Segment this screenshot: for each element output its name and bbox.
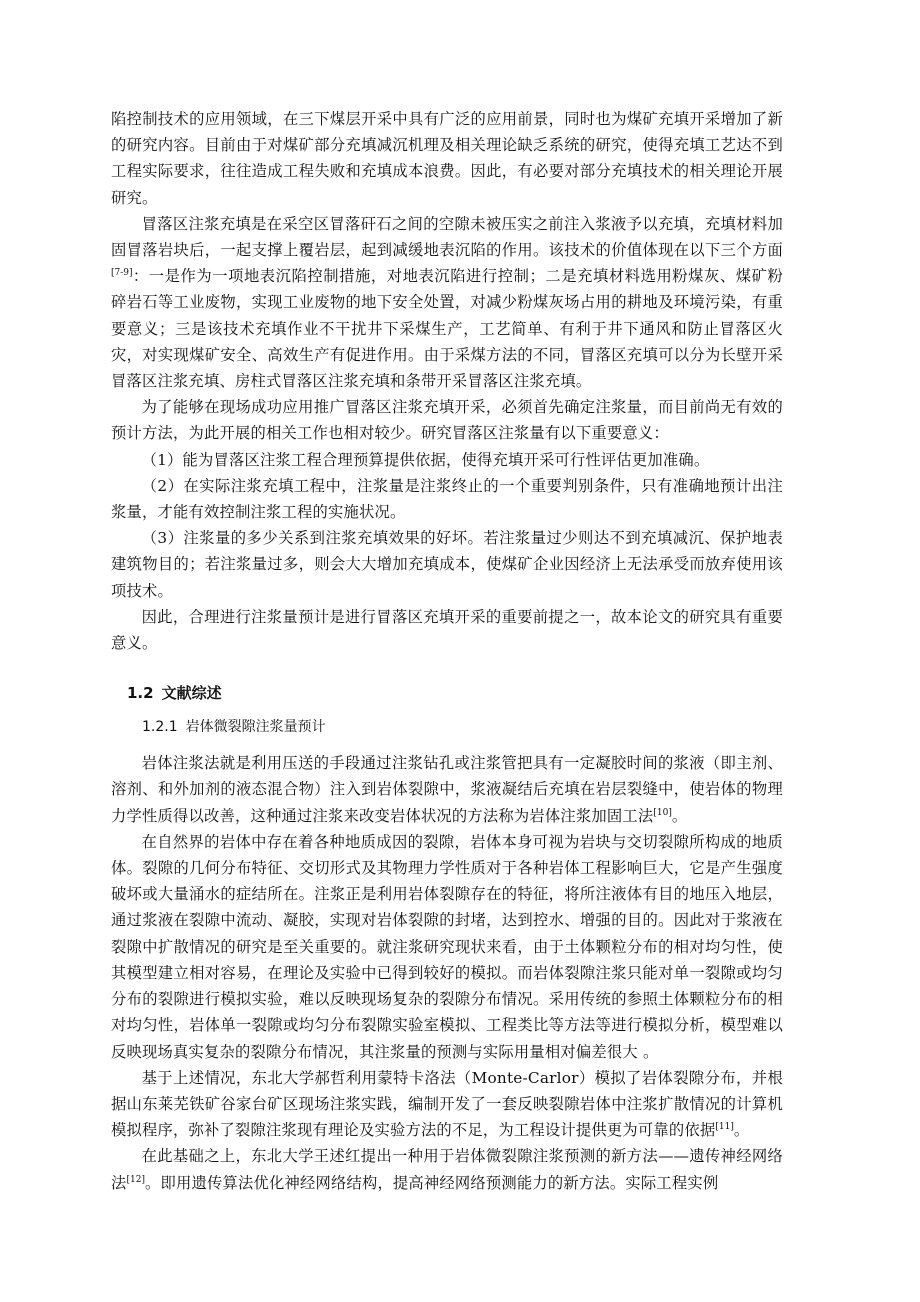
paragraph-text: 在此基础之上，东北大学王述红提出一种用于岩体微裂隙注浆预测的新方法——遗传神经网络法 (111, 1147, 783, 1192)
subsection-title: 岩体微裂隙注浆量预计 (185, 719, 326, 736)
paragraph-grouting-volume: 为了能够在现场成功应用推广冒落区注浆充填开采，必须首先确定注浆量，而目前尚无有效的预计方法，为此开展的相关工作也相对较少。研究冒落区注浆量有以下重要意义： (111, 398, 783, 443)
document-page (111, 106, 783, 1196)
list-item-2: （2）在实际注浆充填工程中，注浆量是注浆终止的一个重要判别条件，只有准确地预计出注浆量，才能有效控制注浆工程的实施状况。 (111, 476, 783, 522)
paragraph-monte-carlo (111, 1065, 783, 1144)
paragraph-text: 。 (733, 1121, 750, 1140)
paragraph-text: 冒落区注浆充填是在采空区冒落矸石之间的空隙未被压实之前注入浆液予以充填，充填材料加固冒落岩块后，一起支撑上覆岩层，起到减缓地表沉陷的作用。该技术的价值体现在以下三个方面 (111, 214, 783, 260)
subsection-heading (111, 714, 783, 740)
citation: [10] (653, 807, 672, 818)
paragraph-text: 岩体注浆法就是利用压送的手段通过注浆钻孔或注浆管把具有一定凝胶时间的浆液（即主剂、溶剂、和外加剂的液态混合物）注入到岩体裂隙中，浆液凝结后充填在岩层裂缝中，使岩体的物理力学性质得以改善，这种通过注浆来改变岩体状况的方法称为岩体注浆加固工法 (111, 754, 783, 825)
paragraph-rock-grouting (111, 750, 783, 829)
list-item-1: （1）能为冒落区注浆工程合理预算提供依据，使得充填开采可行性评估更加准确。 (141, 450, 710, 469)
subsection-number: 1.2.1 (142, 719, 178, 736)
paragraph-text: ：一是作为一项地表沉陷控制措施，对地表沉陷进行控制；二是充填材料选用粉煤灰、煤矿粉碎岩石等工业废物，实现工业废物的地下安全处置，对减少粉煤灰场占用的耕地及环境污染，有重要意义；三是该技术充填作业不干扰井下采煤生产，工艺简单、有利于井下通风和防止冒落区火灾，对实现煤矿安全、高效生产有促进作用。由于采煤方法的不同，冒落区充填可以分为长壁开采冒落区注浆充填、房柱式冒落区注浆充填和条带开采冒落区注浆充填。 (111, 267, 783, 391)
paragraph-genetic-network (111, 1143, 783, 1195)
citation: [7-9] (111, 268, 133, 279)
paragraph-goaf-grouting (111, 211, 783, 394)
paragraph-natural-fractures: 在自然界的岩体中存在着各种地质成因的裂隙，岩体本身可视为岩块与交切裂隙所构成的地质体。裂隙的几何分布特征、交切形式及其物理力学性质对于各种岩体工程影响巨大，它是产生强度破坏或大量涌水的症结所在。注浆正是利用岩体裂隙存在的特征，将所注液体有目的地压入地层，通过浆液在裂隙中流动、凝胶，实现对岩体裂隙的封堵，达到控水、增强的目的。因此对于浆液在裂隙中扩散情况的研究是至关重要的。就注浆研究现状来看，由于土体颗粒分布的相对均匀性，使其模型建立相对容易，在理论及实验中已得到较好的模拟。而岩体裂隙注浆只能对单一裂隙或均匀分布的裂隙进行模拟实验，难以反映现场复杂的裂隙分布情况。采用传统的参照土体颗粒分布的相对均匀性，岩体单一裂隙或均匀分布裂隙实验室模拟、工程类比等方法等进行模拟分析，模型难以反映现场真实复杂的裂隙分布情况，其注浆量的预测与实际用量相对偏差很大 。 (111, 832, 783, 1061)
list-item-3: （3）注浆量的多少关系到注浆充填效果的好坏。若注浆量过少则达不到充填减沉、保护地表建筑物目的；若注浆量过多，则会大大增加充填成本，使煤矿企业因经济上无法承受而放弃使用该项技术。 (111, 529, 783, 600)
paragraph-conclusion: 因此，合理进行注浆量预计是进行冒落区充填开采的重要前提之一，故本论文的研究具有重要意义。 (111, 607, 783, 653)
paragraph-text: 基于上述情况，东北大学郝哲利用蒙特卡洛法（Monte-Carlor）模拟了岩体裂隙分布，并根据山东莱芜铁矿谷家台矿区现场注浆实践，编制开发了一套反映裂隙岩体中注浆扩散情况的计算机模拟程序，弥补了裂隙注浆现有理论及实验方法的不足，为工程设计提供更为可靠的依据 (111, 1068, 783, 1140)
section-number: 1.2 (127, 684, 154, 703)
paragraph-text: 。即用遗传算法优化神经网络结构，提高神经网络预测能力的新方法。实际工程实例 (144, 1173, 719, 1192)
citation: [12] (126, 1174, 145, 1185)
paragraph-intro-continued: 陷控制技术的应用领域，在三下煤层开采中具有广泛的应用前景，同时也为煤矿充填开采增加了新的研究内容。目前由于对煤矿部分充填减沉机理及相关理论缺乏系统的研究，使得充填工艺达不到工程实际要求，往往造成工程失败和充填成本浪费。因此，有必要对部分充填技术的相关理论开展研究。 (111, 110, 783, 207)
citation: [11] (715, 1122, 734, 1133)
section-heading (111, 680, 783, 706)
section-title: 文献综述 (161, 684, 222, 703)
paragraph-text: 。 (671, 806, 688, 825)
